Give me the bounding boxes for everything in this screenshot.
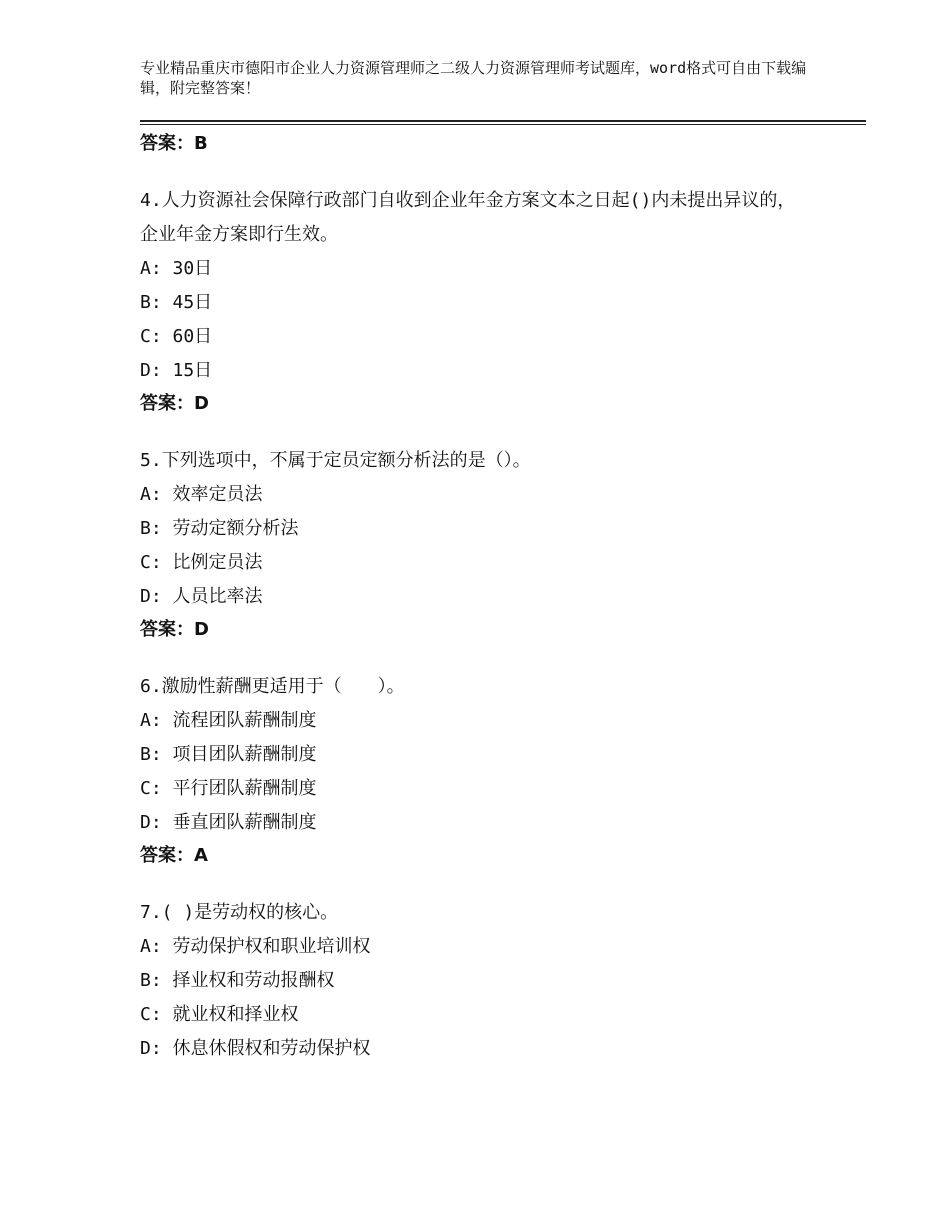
option-c: C: 比例定员法 (140, 552, 263, 573)
option-d: D: 15日 (140, 360, 213, 381)
question-stem: 4.人力资源社会保障行政部门自收到企业年金方案文本之日起()内未提出异议的，企业年金方案即行生效。 (140, 190, 796, 245)
option-b: B: 项目团队薪酬制度 (140, 744, 317, 765)
option-a: A: 劳动保护权和职业培训权 (140, 936, 371, 957)
question-5 (140, 444, 840, 646)
option-b: B: 劳动定额分析法 (140, 518, 299, 539)
option-a: A: 30日 (140, 258, 213, 279)
question-4 (140, 184, 840, 420)
option-c: C: 平行团队薪酬制度 (140, 778, 317, 799)
header-divider-thick (140, 120, 866, 122)
question-stem: 5.下列选项中，不属于定员定额分析法的是（）。 (140, 450, 531, 471)
previous-answer: 答案：B (140, 133, 208, 154)
question-7 (140, 896, 840, 1066)
header-divider-thin (140, 124, 866, 125)
option-d: D: 垂直团队薪酬制度 (140, 812, 317, 833)
question-stem: 6.激励性薪酬更适用于（ ）。 (140, 676, 405, 697)
option-a: A: 效率定员法 (140, 484, 263, 505)
option-b: B: 45日 (140, 292, 213, 313)
option-c: C: 60日 (140, 326, 213, 347)
question-answer: 答案：D (140, 393, 209, 414)
question-6 (140, 670, 840, 872)
question-stem: 7.( )是劳动权的核心。 (140, 902, 339, 923)
option-d: D: 休息休假权和劳动保护权 (140, 1038, 371, 1059)
question-list (140, 128, 840, 1066)
option-d: D: 人员比率法 (140, 586, 263, 607)
option-a: A: 流程团队薪酬制度 (140, 710, 317, 731)
document-header: 专业精品重庆市德阳市企业人力资源管理师之二级人力资源管理师考试题库，word格式可自由下载编辑，附完整答案！ (140, 59, 807, 97)
option-b: B: 择业权和劳动报酬权 (140, 970, 335, 991)
question-answer: 答案：A (140, 845, 208, 866)
option-c: C: 就业权和择业权 (140, 1004, 299, 1025)
question-answer: 答案：D (140, 619, 209, 640)
